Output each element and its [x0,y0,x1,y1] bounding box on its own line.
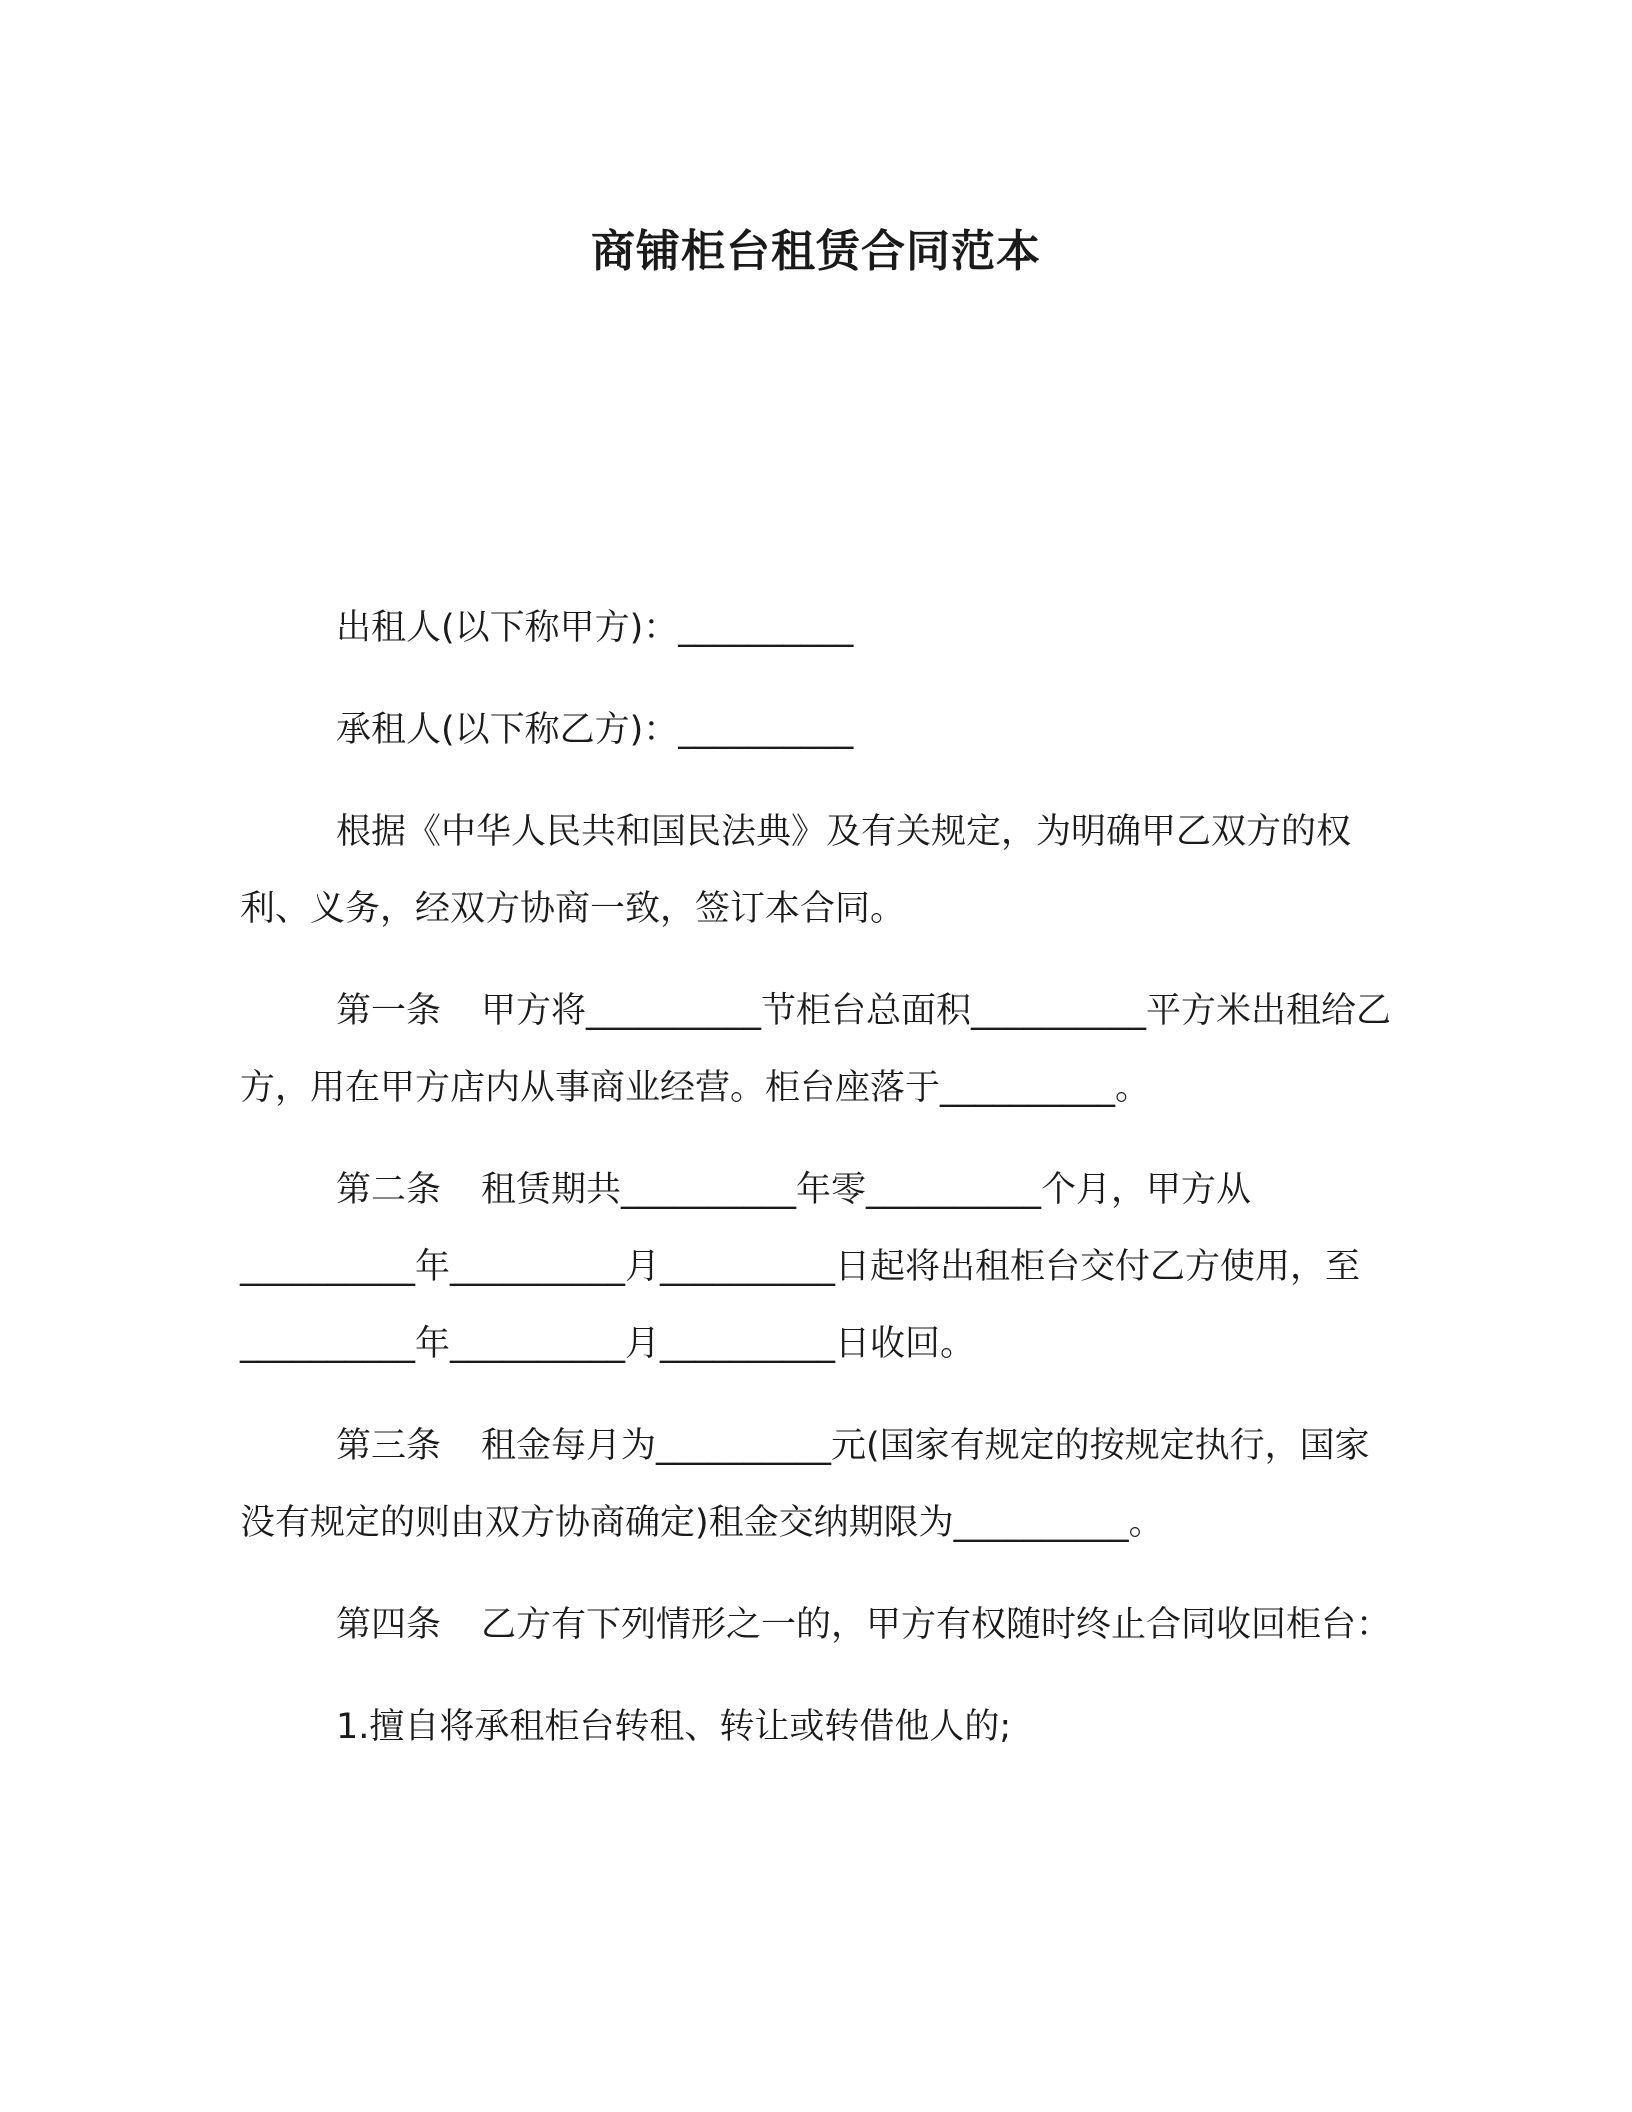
article-text: 甲方将__________节柜台总面积__________平方米出租给乙方，用在甲方店内从事商业经营。柜台座落于__________。 [240,991,1392,1108]
article-label: 第二条 [336,1170,442,1210]
document-body [240,590,1400,1791]
document-title: 商铺柜台租赁合同范本 [591,226,1041,277]
article-2 [240,1152,1400,1383]
article-4 [240,1587,1400,1664]
article-text: 乙方有下列情形之一的，甲方有权随时终止合同收回柜台： [481,1605,1392,1645]
article-text: 租金每月为__________元(国家有规定的按规定执行，国家没有规定的则由双方协商确定)租金交纳期限为__________。 [240,1426,1370,1543]
article-label: 第一条 [336,991,442,1031]
preamble-paragraph: 根据《中华人民共和国民法典》及有关规定，为明确甲乙双方的权利、义务，经双方协商一致，签订本合同。 [240,812,1352,929]
article-label: 第三条 [336,1426,442,1466]
article-3 [240,1408,1400,1562]
list-item: 1.擅自将承租柜台转租、转让或转借他人的; [336,1707,1012,1747]
lessor-line: 出租人(以下称甲方)：__________ [336,608,854,648]
article-1 [240,973,1400,1127]
lessee-line: 承租人(以下称乙方)：__________ [336,710,854,750]
article-text: 租赁期共__________年零__________个月，甲方从__________年__________月__________日起将出租柜台交付乙方使用，至__________年__________月__________日收回。 [240,1170,1361,1364]
article-label: 第四条 [336,1605,442,1645]
